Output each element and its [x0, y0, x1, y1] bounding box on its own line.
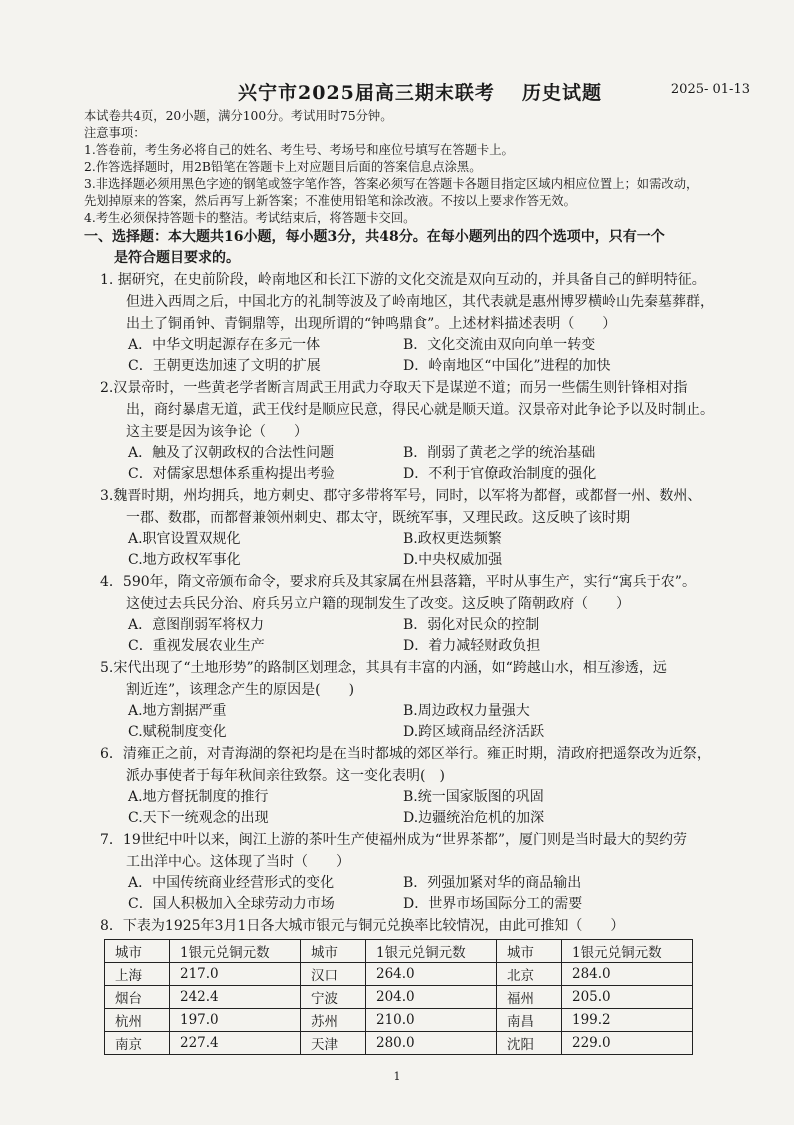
question-line: 出土了铜甬钟、青铜鼎等，出现所谓的“钟鸣鼎食”。上述材料描述表明（ ） — [126, 316, 617, 332]
option: C.地方政权军事化 — [128, 552, 241, 568]
option-row — [100, 550, 760, 571]
rate-cell: 280.0 — [366, 1032, 497, 1055]
table-row — [105, 1032, 693, 1055]
rate-cell: 205.0 — [562, 986, 693, 1009]
table-header-cell: 城市 — [497, 940, 562, 963]
exam-date: 2025- 01-13 — [670, 82, 750, 97]
question-2 — [100, 377, 760, 485]
rate-cell: 197.0 — [170, 1009, 301, 1032]
rate-cell: 284.0 — [562, 963, 693, 986]
rate-cell: 204.0 — [366, 986, 497, 1009]
question-line: 工出洋中心。这体现了当时（ ） — [126, 854, 350, 870]
table-header-cell: 1银元兑铜元数 — [170, 940, 301, 963]
city-cell: 南昌 — [497, 1009, 562, 1032]
option: C.赋税制度变化 — [128, 724, 227, 740]
option: B．文化交流由双向向单一转变 — [403, 337, 596, 353]
question-line: 3.魏晋时期，州均拥兵，地方刺史、郡守多带将军号，同时，以军将为都督，或都督一州、数州、 — [100, 488, 702, 504]
question-line: 2.汉景帝时，一些黄老学者断言周武王用武力夺取天下是谋逆不道；而另一些儒生则针锋相对指 — [100, 380, 688, 396]
option-row — [100, 787, 760, 808]
option: D．不利于官僚政治制度的强化 — [403, 466, 597, 482]
table-header-cell: 城市 — [105, 940, 170, 963]
note-line: 3.非选择题必须用黑色字迹的钢笔或签字笔作答，答案必须写在答题卡各题目指定区域内相应位置上；如需改动， — [84, 177, 699, 191]
option-row — [100, 464, 760, 485]
question-5 — [100, 657, 760, 743]
question-4 — [100, 571, 760, 657]
option: A．中华文明起源存在多元一体 — [128, 337, 321, 353]
option: D.边疆统治危机的加深 — [403, 810, 545, 826]
question-line: 但进入西周之后，中国北方的礼制等波及了岭南地区，其代表就是惠州博罗横岭山先秦墓葬群， — [126, 294, 714, 310]
table-header-row — [105, 940, 693, 963]
option: B.统一国家版图的巩固 — [403, 789, 544, 805]
note-line: 4.考生必须保持答题卡的整洁。考试结束后，将答题卡交回。 — [84, 211, 416, 225]
question-line: 出，商纣暴虐无道，武王伐纣是顺应民意，得民心就是顺天道。汉景帝对此争论予以及时制止。 — [126, 402, 714, 418]
question-line: 一郡、数郡，而都督兼领州刺史、郡太守，既统军事，又理民政。这反映了该时期 — [126, 510, 630, 526]
question-line: 7．19世纪中叶以来，闽江上游的茶叶生产使福州成为“世界茶都”，厦门则是当时最大的契约劳 — [100, 832, 688, 848]
question-line: 这使过去兵民分治、府兵另立户籍的现制发生了改变。这反映了隋朝政府（ ） — [126, 596, 630, 612]
table-row — [105, 963, 693, 986]
table-header-cell: 1银元兑铜元数 — [562, 940, 693, 963]
option: D.中央权威加强 — [403, 552, 503, 568]
option: A．触及了汉朝政权的合法性问题 — [128, 445, 335, 461]
option-row — [100, 529, 760, 550]
rate-cell: 210.0 — [366, 1009, 497, 1032]
city-cell: 福州 — [497, 986, 562, 1009]
city-cell: 天津 — [301, 1032, 366, 1055]
option: B.政权更迭频繁 — [403, 531, 502, 547]
option: B．列强加紧对华的商品输出 — [403, 875, 582, 891]
option: C．重视发展农业生产 — [128, 638, 265, 654]
city-cell: 杭州 — [105, 1009, 170, 1032]
city-cell: 沈阳 — [497, 1032, 562, 1055]
note-line: 2.作答选择题时，用2B铅笔在答题卡上对应题目后面的答案信息点涂黑。 — [84, 160, 482, 174]
option: D.跨区域商品经济活跃 — [403, 724, 545, 740]
option: A．中国传统商业经营形式的变化 — [128, 875, 335, 891]
option-row — [100, 701, 760, 722]
question-line: 这主要是因为该争论（ ） — [126, 424, 308, 440]
rate-cell: 229.0 — [562, 1032, 693, 1055]
note-line: 先划掉原来的答案，然后再写上新答案；不准使用铅笔和涂改液。不按以上要求作答无效。 — [84, 194, 576, 208]
option-row — [100, 335, 760, 356]
city-cell: 上海 — [105, 963, 170, 986]
table-body — [105, 963, 693, 1055]
section-heading: 一、选择题：本大题共16小题，每小题3分，共48分。在每小题列出的四个选项中，只有一个 — [84, 229, 665, 245]
option: D．着力减轻财政负担 — [403, 638, 541, 654]
question-line: 1. 据研究，在史前阶段，岭南地区和长江下游的文化交流是双向互动的，并具备自己的鲜明特征。 — [100, 272, 706, 288]
option-row — [100, 636, 760, 657]
option: C．国人积极加入全球劳动力市场 — [128, 896, 335, 912]
page-number: 1 — [393, 1070, 401, 1083]
question-3 — [100, 485, 760, 571]
instructions — [84, 108, 760, 227]
option: D．岭南地区“中国化”进程的加快 — [403, 358, 611, 374]
question-7 — [100, 829, 760, 915]
option: A.地方割据严重 — [128, 703, 227, 719]
option: A.职官设置双规化 — [128, 531, 241, 547]
question-list — [100, 269, 760, 937]
option-row — [100, 722, 760, 743]
table-row — [105, 1009, 693, 1032]
rate-cell: 227.4 — [170, 1032, 301, 1055]
option: B.周边政权力量强大 — [403, 703, 530, 719]
question-1 — [100, 269, 760, 377]
option: D．世界市场国际分工的需要 — [403, 896, 583, 912]
city-cell: 苏州 — [301, 1009, 366, 1032]
rate-cell: 242.4 — [170, 986, 301, 1009]
rate-cell: 199.2 — [562, 1009, 693, 1032]
option: B．削弱了黄老之学的统治基础 — [403, 445, 596, 461]
option-row — [100, 808, 760, 829]
rate-cell: 217.0 — [170, 963, 301, 986]
city-cell: 汉口 — [301, 963, 366, 986]
title-row — [80, 78, 760, 108]
intro-line: 本试卷共4页，20小题，满分100分。考试用时75分钟。 — [84, 109, 393, 123]
note-line: 1.答卷前，考生务必将自己的姓名、考生号、考场号和座位号填写在答题卡上。 — [84, 143, 514, 157]
question-6 — [100, 743, 760, 829]
option: A．意图削弱军将权力 — [128, 617, 265, 633]
city-cell: 南京 — [105, 1032, 170, 1055]
question-line: 割近连”，该理念产生的原因是( ) — [126, 682, 355, 698]
exam-title: 兴宁市2025届高三期末联考 — [238, 82, 495, 104]
option-row — [100, 873, 760, 894]
question-line: 4．590年，隋文帝颁布命令，要求府兵及其家属在州县落籍，平时从事生产，实行“寓兵于农”。 — [100, 574, 696, 590]
option: A.地方督抚制度的推行 — [128, 789, 269, 805]
table-header-cell: 1银元兑铜元数 — [366, 940, 497, 963]
option-row — [100, 894, 760, 915]
question-line: 8．下表为1925年3月1日各大城市银元与铜元兑换率比较情况，由此可推知（ ） — [100, 918, 625, 934]
city-cell: 宁波 — [301, 986, 366, 1009]
question-line: 6．清雍正之前，对青海湖的祭祀均是在当时都城的郊区举行。雍正时期，清政府把遥祭改为近祭， — [100, 746, 711, 762]
question-8 — [100, 915, 760, 937]
option: C．对儒家思想体系重构提出考验 — [128, 466, 335, 482]
option: C．王朝更迭加速了文明的扩展 — [128, 358, 321, 374]
exchange-rate-table — [104, 939, 693, 1055]
table-header-cell: 城市 — [301, 940, 366, 963]
question-line: 派办事使者于每年秋间亲往致祭。这一变化表明( ) — [126, 768, 445, 784]
question-line: 5.宋代出现了“土地形势”的路制区划理念，其具有丰富的内涵，如“跨越山水，相互渗透，远 — [100, 660, 667, 676]
rate-cell: 264.0 — [366, 963, 497, 986]
option-row — [100, 443, 760, 464]
option-row — [100, 356, 760, 377]
table-row — [105, 986, 693, 1009]
option: C.天下一统观念的出现 — [128, 810, 269, 826]
section-heading-cont: 是符合题目要求的。 — [114, 250, 240, 266]
option-row — [100, 615, 760, 636]
city-cell: 烟台 — [105, 986, 170, 1009]
exam-subject: 历史试题 — [521, 82, 602, 104]
notes-title: 注意事项： — [84, 126, 146, 140]
option: B．弱化对民众的控制 — [403, 617, 540, 633]
city-cell: 北京 — [497, 963, 562, 986]
